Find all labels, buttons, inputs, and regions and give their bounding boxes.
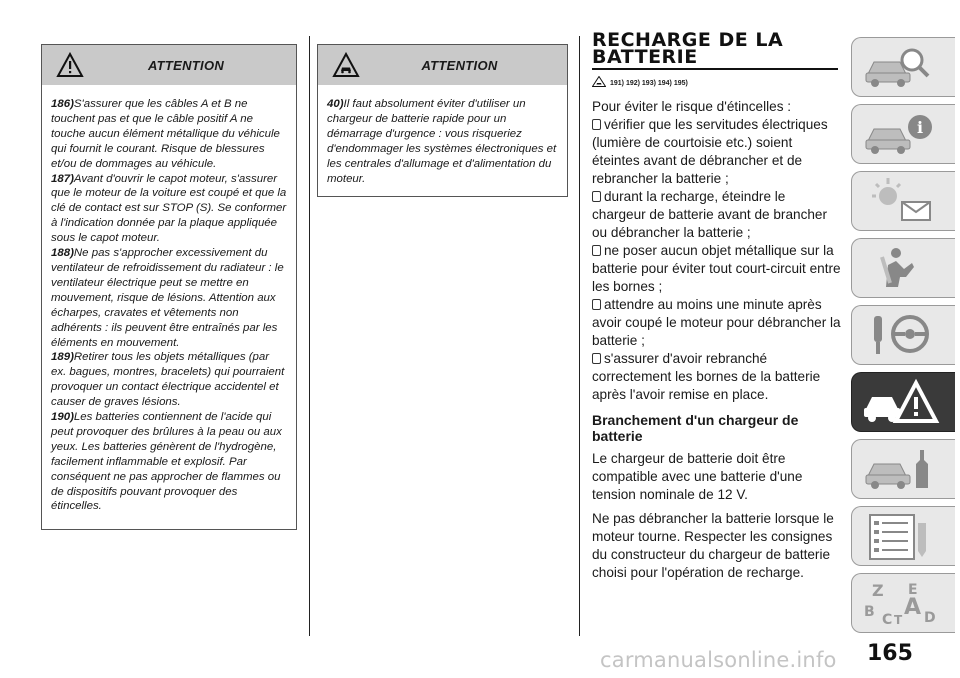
car-warning-icon (332, 52, 360, 78)
warning-item-text: Ne pas s'approcher excessivement du ventilateur de refroidissement du radiateur : le ventilateur électrique peut se mettre en mouvement, risque de lésions. Attention aux écharpes, cravates et vêtements non adhérents : ils peuvent être entraînés par les éléments en mouvement. (51, 247, 284, 349)
bullet-item (592, 242, 842, 296)
paragraph-1: Le chargeur de batterie doit être compatible avec une batterie d'une tension nominale de 12 V. (592, 451, 803, 502)
warning-body (318, 85, 567, 194)
tab-car-info[interactable] (851, 104, 955, 164)
warning-refs (592, 76, 688, 87)
car-warning-triangle-icon (860, 377, 940, 427)
tab-key-steering[interactable] (851, 305, 955, 365)
bullet-item (592, 296, 842, 350)
warning-title: ATTENTION (421, 57, 498, 73)
warning-item-number: 40) (327, 98, 344, 110)
tab-spec-list[interactable] (851, 506, 955, 566)
intro-text: Pour éviter le risque d'étincelles : (592, 99, 792, 114)
title-underline (592, 68, 838, 70)
car-info-icon (860, 109, 940, 159)
section-title: RECHARGE DE LA BATTERIE (592, 29, 784, 68)
warning-item-text: Avant d'ouvrir le capot moteur, s'assurer que le moteur de la voiture est coupé et que la clé de contact est sur STOP (S). Se conformer à l'indication donnée par la plaque appliquée sous le capot moteur. (51, 172, 287, 245)
warning-box-left (41, 44, 297, 530)
bullet-text: vérifier que les servitudes électriques (lumière de courtoisie etc.) soient éteintes avant de débrancher et de rebrancher la batterie ; (592, 117, 828, 186)
spec-list-icon (860, 511, 940, 561)
svg-text:i: i (916, 118, 924, 137)
warning-header (318, 45, 567, 85)
warning-item-number: 190) (51, 411, 74, 424)
watermark: carmanualsonline.info (600, 648, 837, 672)
alphabet-letter: T (894, 613, 903, 627)
warning-item-number: 187) (51, 172, 74, 185)
warning-title: ATTENTION (147, 57, 225, 73)
bullet-text: attendre au moins une minute après avoir coupé le moteur pour débrancher la batterie ; (592, 297, 841, 348)
alphabet-letter: Z (872, 581, 884, 600)
warning-body (42, 85, 296, 522)
bullet-text: ne poser aucun objet métallique sur la batterie pour éviter tout court-circuit entre les bornes ; (592, 243, 841, 294)
bullet-marker-icon (592, 119, 601, 130)
alphabet-index-icon (860, 578, 940, 628)
page-number: 165 (867, 641, 913, 666)
car-wrench-icon (860, 444, 940, 494)
dashboard-lights-icon (860, 176, 940, 226)
warning-item (51, 97, 287, 172)
bullet-text: s'assurer d'avoir rebranché correctement les bornes de la batterie après l'avoir remise en place. (592, 351, 821, 402)
refs-text: 191) 192) 193) 194) 195) (610, 80, 688, 87)
warning-triangle-icon (56, 52, 84, 78)
sub-heading: Branchement d'un chargeur de batterie (592, 412, 799, 444)
alphabet-letter: D (924, 610, 936, 626)
car-warning-small-icon (592, 76, 606, 87)
bullet-marker-icon (592, 353, 601, 364)
column-divider-1 (309, 36, 310, 636)
warning-item-number: 186) (51, 98, 74, 110)
bullet-marker-icon (592, 299, 601, 310)
bullet-item (592, 116, 842, 188)
warning-item-number: 188) (51, 247, 74, 260)
bullet-item (592, 188, 842, 242)
alphabet-letter: C (882, 612, 893, 628)
seat-airbag-icon (860, 243, 940, 293)
warning-item (51, 172, 287, 247)
warning-header (42, 45, 296, 85)
warning-item (51, 246, 287, 350)
warning-item (51, 350, 287, 410)
tab-car-search[interactable] (851, 37, 955, 97)
warning-item-text: Retirer tous les objets métalliques (par ex. bagues, montres, bracelets) qui pourraient provoquer un contact électrique accidentel et causer de graves lésions. (51, 351, 285, 409)
tab-alphabet-index[interactable] (851, 573, 955, 633)
tab-seat-airbag[interactable] (851, 238, 955, 298)
bullet-text: durant la recharge, éteindre le chargeur de batterie avant de brancher ou débrancher la batterie ; (592, 189, 828, 240)
column-divider-2 (579, 36, 580, 636)
tab-dashboard-lights[interactable] (851, 171, 955, 231)
bullet-list (592, 116, 842, 404)
warning-box-middle (317, 44, 568, 197)
warning-item (327, 97, 558, 186)
tab-car-wrench[interactable] (851, 439, 955, 499)
alphabet-letter: A (904, 595, 922, 620)
tab-car-warning-active[interactable] (851, 372, 955, 432)
warning-item-text: Les batteries contiennent de l'acide qui peut provoquer des brûlures à la peau ou aux yeux. Les batteries génèrent de l'hydrogène, facilement inflammable et explosif. Par conséquent ne pas approcher de flammes ou de dispositifs pouvant provoquer des étincelles. (51, 411, 282, 513)
car-search-icon (860, 42, 940, 92)
key-steering-icon (860, 310, 940, 360)
warning-item-number: 189) (51, 351, 74, 364)
warning-item-text: S'assurer que les câbles A et B ne touchent pas et que le câble positif A ne touche aucun élément métallique du véhicule qui fournit le courant. Risque de blessures et/ou de dommages au véhicule. (51, 98, 280, 170)
warning-item (51, 410, 287, 514)
bullet-marker-icon (592, 191, 601, 202)
alphabet-letter: E (908, 582, 918, 598)
chapter-sidebar (851, 37, 955, 640)
bullet-item (592, 350, 842, 404)
alphabet-letter: B (864, 604, 875, 620)
section-body (592, 98, 842, 582)
warning-item-text: Il faut absolument éviter d'utiliser un chargeur de batterie rapide pour un démarrage d'urgence : vous risqueriez d'endommager les systèmes électroniques et les centrales d'allumage et d'alimentation du moteur. (327, 98, 557, 185)
paragraph-2: Ne pas débrancher la batterie lorsque le moteur tourne. Respecter les consignes du constructeur du chargeur de batterie choisi pour l'opération de recharge. (592, 511, 834, 580)
bullet-marker-icon (592, 245, 601, 256)
